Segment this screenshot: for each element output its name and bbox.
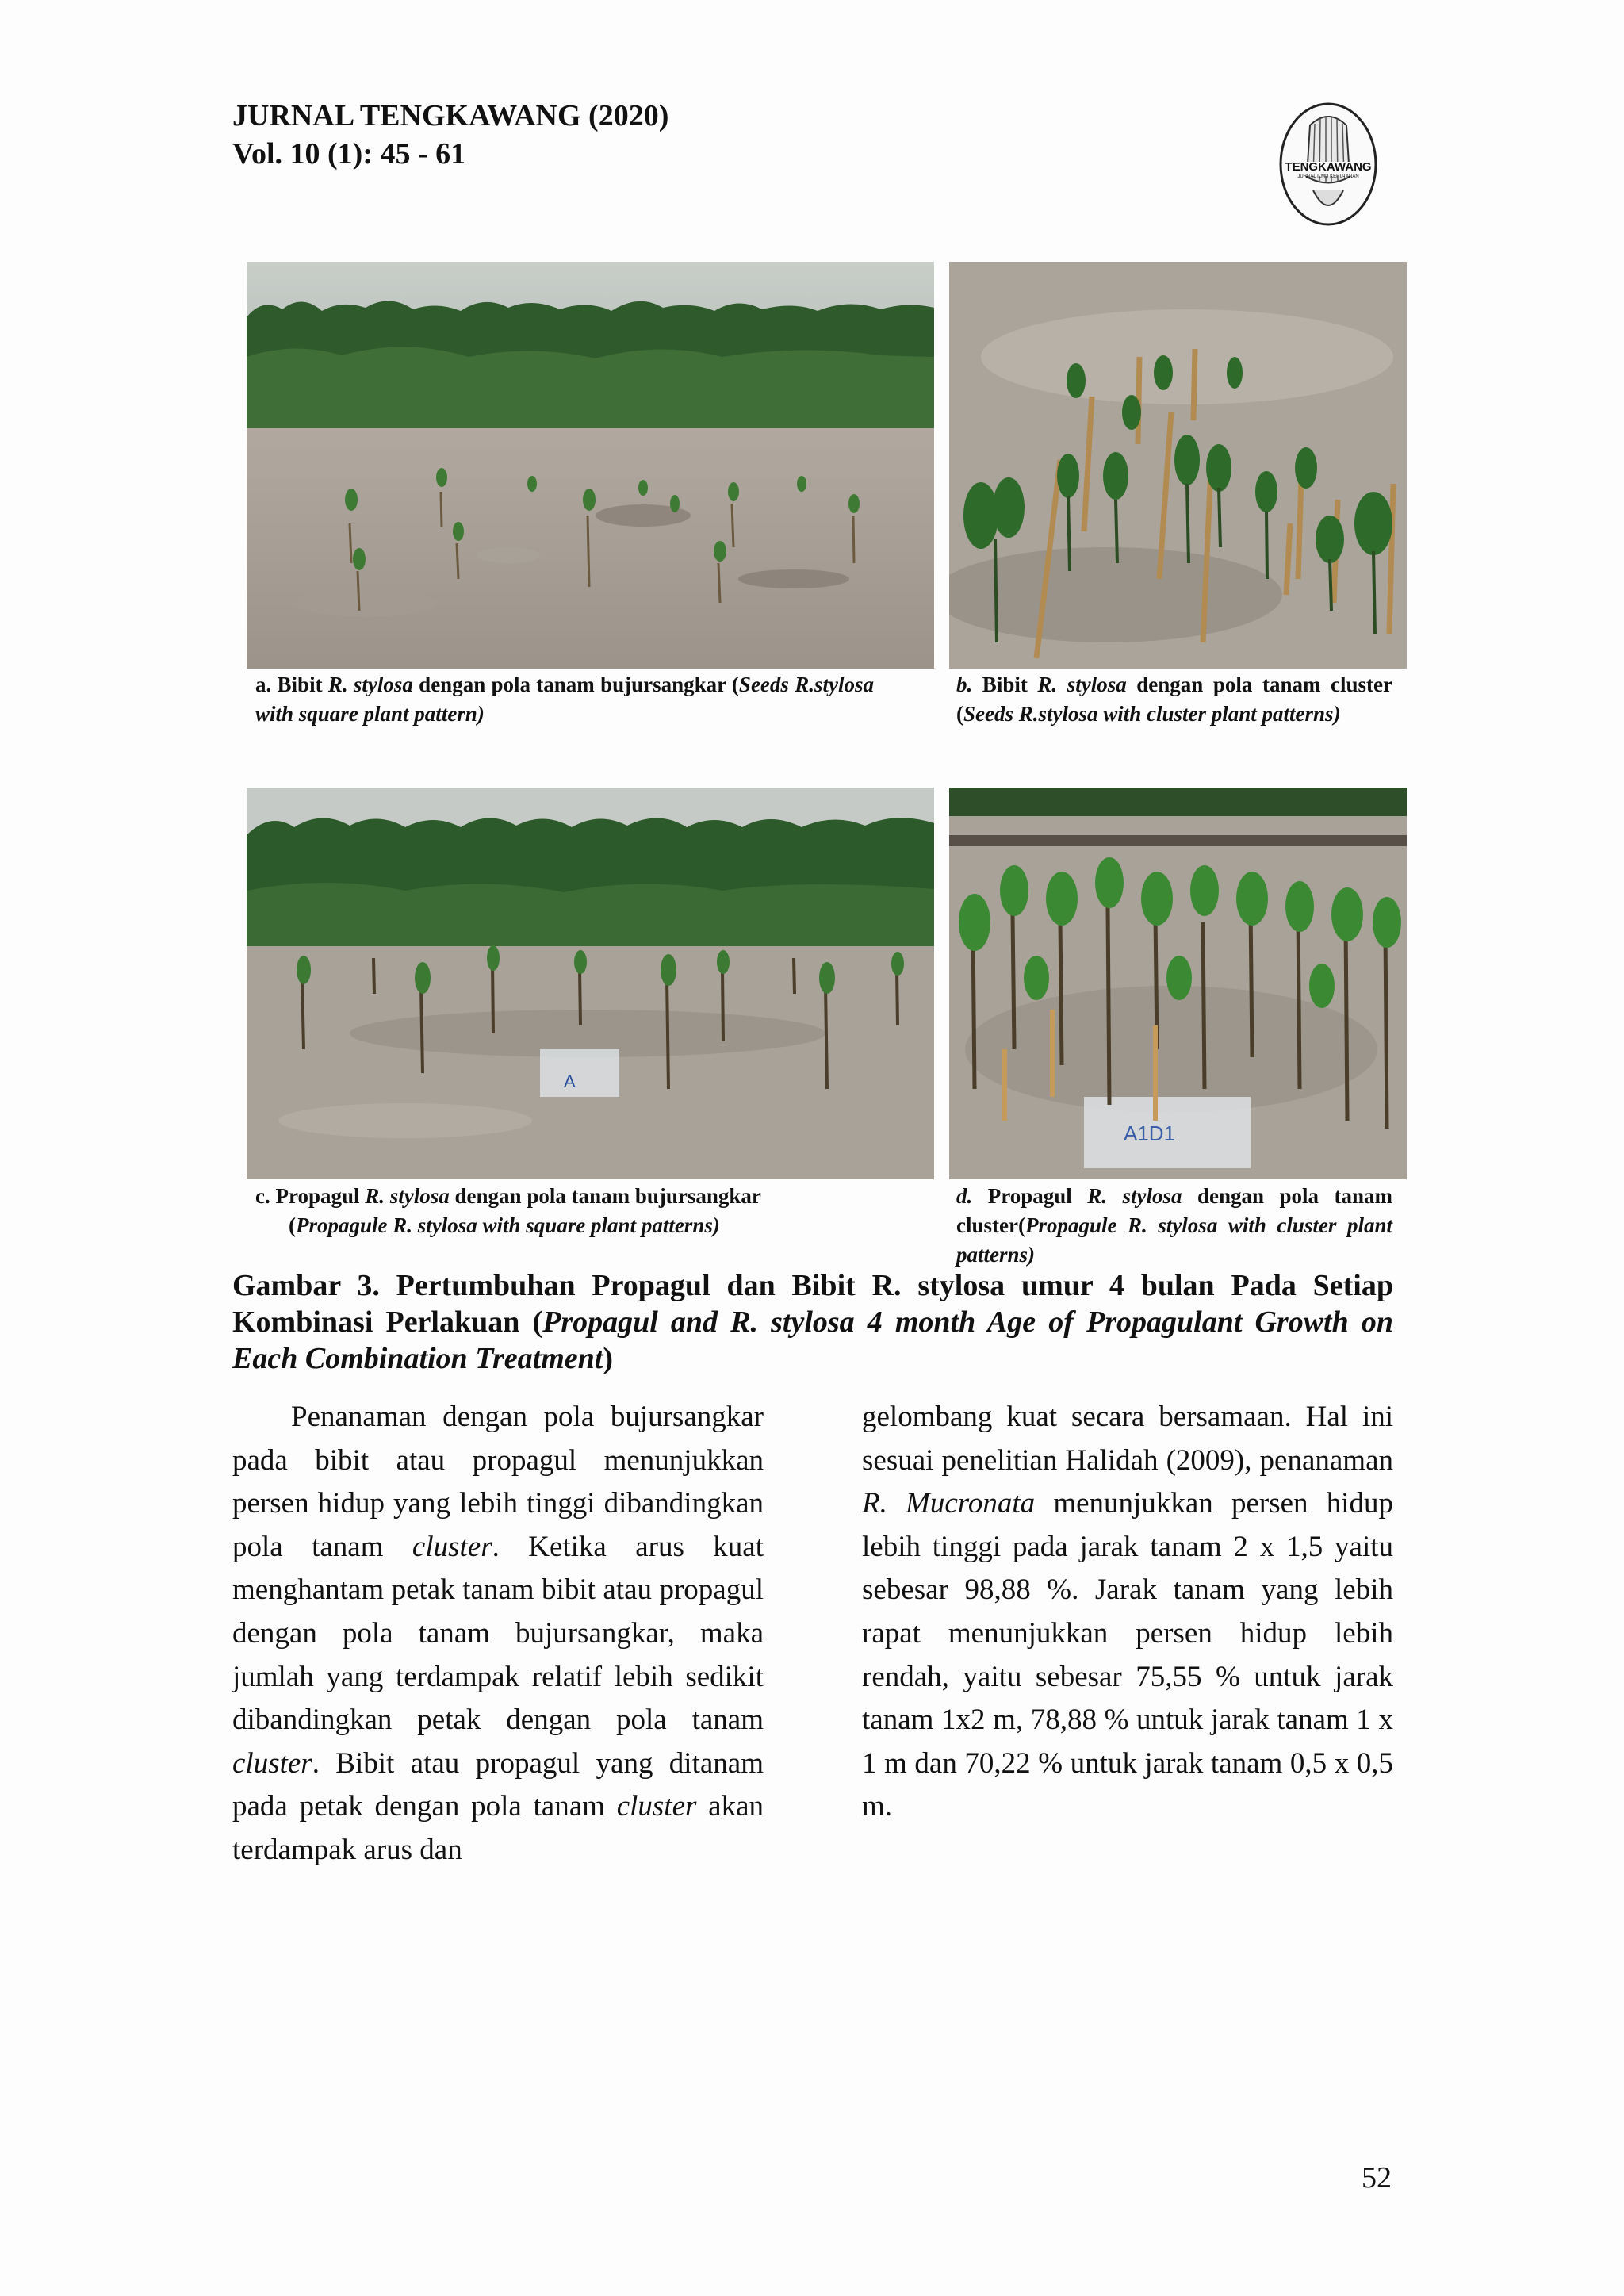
caption-d-en: Propagule R. stylosa with cluster plant patterns) bbox=[956, 1213, 1392, 1267]
caption-d bbox=[956, 1182, 1392, 1270]
caption-d-prefix: d. bbox=[956, 1184, 973, 1208]
caption-d-species: R. stylosa bbox=[1087, 1184, 1182, 1208]
page-number: 52 bbox=[1362, 2161, 1392, 2194]
journal-title: JURNAL TENGKAWANG (2020) bbox=[232, 99, 669, 132]
photo-a-square-seedlings bbox=[247, 262, 934, 669]
caption-b bbox=[956, 670, 1392, 729]
figure-title-italic: Propagul and R. stylosa 4 month Age of Propagulant Growth on Each Combination Treatment bbox=[232, 1305, 1393, 1375]
paragraph-right bbox=[862, 1396, 1393, 1829]
caption-b-prefix: b. bbox=[956, 673, 973, 696]
text-span: gelombang kuat secara bersamaan. Hal ini sesuai penelitian Halidah (2009), penanaman bbox=[862, 1401, 1393, 1477]
text-span: . Bibit atau propagul yang ditanam pada petak dengan pola tanam bbox=[232, 1746, 764, 1823]
journal-volume: Vol. 10 (1): 45 - 61 bbox=[232, 137, 466, 171]
caption-b-en: Seeds R.stylosa with cluster plant patterns) bbox=[963, 702, 1341, 726]
body-column-left bbox=[232, 1396, 764, 1872]
caption-b-lead: Bibit bbox=[972, 673, 1038, 696]
caption-d-mid: dengan pola tanam cluster( bbox=[956, 1184, 1392, 1237]
text-span: Penanaman dengan pola bujursangkar pada bibit atau propagul menunjukkan persen hidup yang lebih tinggi dibandingkan pola tanam bbox=[232, 1401, 764, 1563]
italic-term: cluster bbox=[412, 1530, 492, 1563]
caption-c-en-open: ( bbox=[289, 1213, 296, 1237]
caption-a-mid: dengan pola tanam bujursangkar ( bbox=[412, 673, 739, 696]
caption-b-mid: dengan pola tanam cluster ( bbox=[956, 673, 1392, 726]
figure-title bbox=[232, 1267, 1393, 1377]
photo-d-sign-text: A1D1 bbox=[1124, 1121, 1176, 1145]
caption-d-lead: Propagul bbox=[972, 1184, 1088, 1208]
caption-c-en: Propagule R. stylosa with square plant patterns) bbox=[296, 1213, 720, 1237]
paragraph-left bbox=[232, 1396, 764, 1872]
caption-a-species: R. stylosa bbox=[327, 673, 413, 696]
text-span: akan terdampak arus dan bbox=[232, 1790, 764, 1866]
caption-a bbox=[255, 670, 874, 729]
photo-b-cluster-seedlings bbox=[949, 262, 1407, 669]
text-span: . Ketika arus kuat menghantam petak tanam bibit atau propagul dengan pola tanam bujursangkar, maka jumlah yang terdampak relatif lebih sedikit dibandingkan petak dengan pola tanam bbox=[232, 1530, 764, 1737]
text-span: menunjukkan persen hidup lebih tinggi pada jarak tanam 2 x 1,5 yaitu sebesar 98,88 %. Jarak tanam yang lebih rapat menunjukkan persen hidup lebih rendah, yaitu sebesar 75,55 % untuk jarak tanam 1x2 m, 78,88 % untuk jarak tanam 1 x 1 m dan 70,22 % untuk jarak tanam 0,5 x 0,5 m. bbox=[862, 1487, 1394, 1823]
logo-text: TENGKAWANG bbox=[1285, 160, 1372, 174]
italic-term: cluster bbox=[232, 1746, 312, 1780]
photo-d-cluster-propagules bbox=[949, 788, 1407, 1179]
caption-b-species: R. stylosa bbox=[1037, 673, 1127, 696]
journal-logo bbox=[1278, 102, 1378, 227]
caption-a-prefix: a. Bibit bbox=[255, 673, 328, 696]
photo-c-square-propagules bbox=[247, 788, 934, 1179]
italic-term: R. Mucronata bbox=[862, 1487, 1036, 1520]
logo-subtext: JURNAL ILMU KEHUTANAN bbox=[1297, 174, 1359, 179]
caption-a-en: Seeds R.stylosa with square plant pattern) bbox=[255, 673, 874, 726]
italic-term: cluster bbox=[616, 1790, 697, 1823]
caption-c-species: R. stylosa bbox=[365, 1184, 450, 1208]
figure-title-close: ) bbox=[603, 1342, 613, 1375]
journal-header bbox=[232, 97, 668, 173]
caption-c bbox=[255, 1182, 920, 1240]
photo-c-sign-text: A bbox=[564, 1071, 576, 1091]
caption-c-mid: dengan pola tanam bujursangkar bbox=[449, 1184, 761, 1208]
figure-title-bold: Gambar 3. Pertumbuhan Propagul dan Bibit R. stylosa umur 4 bulan Pada Setiap Kombinasi Perlakuan ( bbox=[232, 1269, 1393, 1339]
body-column-right bbox=[862, 1396, 1393, 1829]
caption-c-prefix: c. Propagul bbox=[255, 1184, 366, 1208]
